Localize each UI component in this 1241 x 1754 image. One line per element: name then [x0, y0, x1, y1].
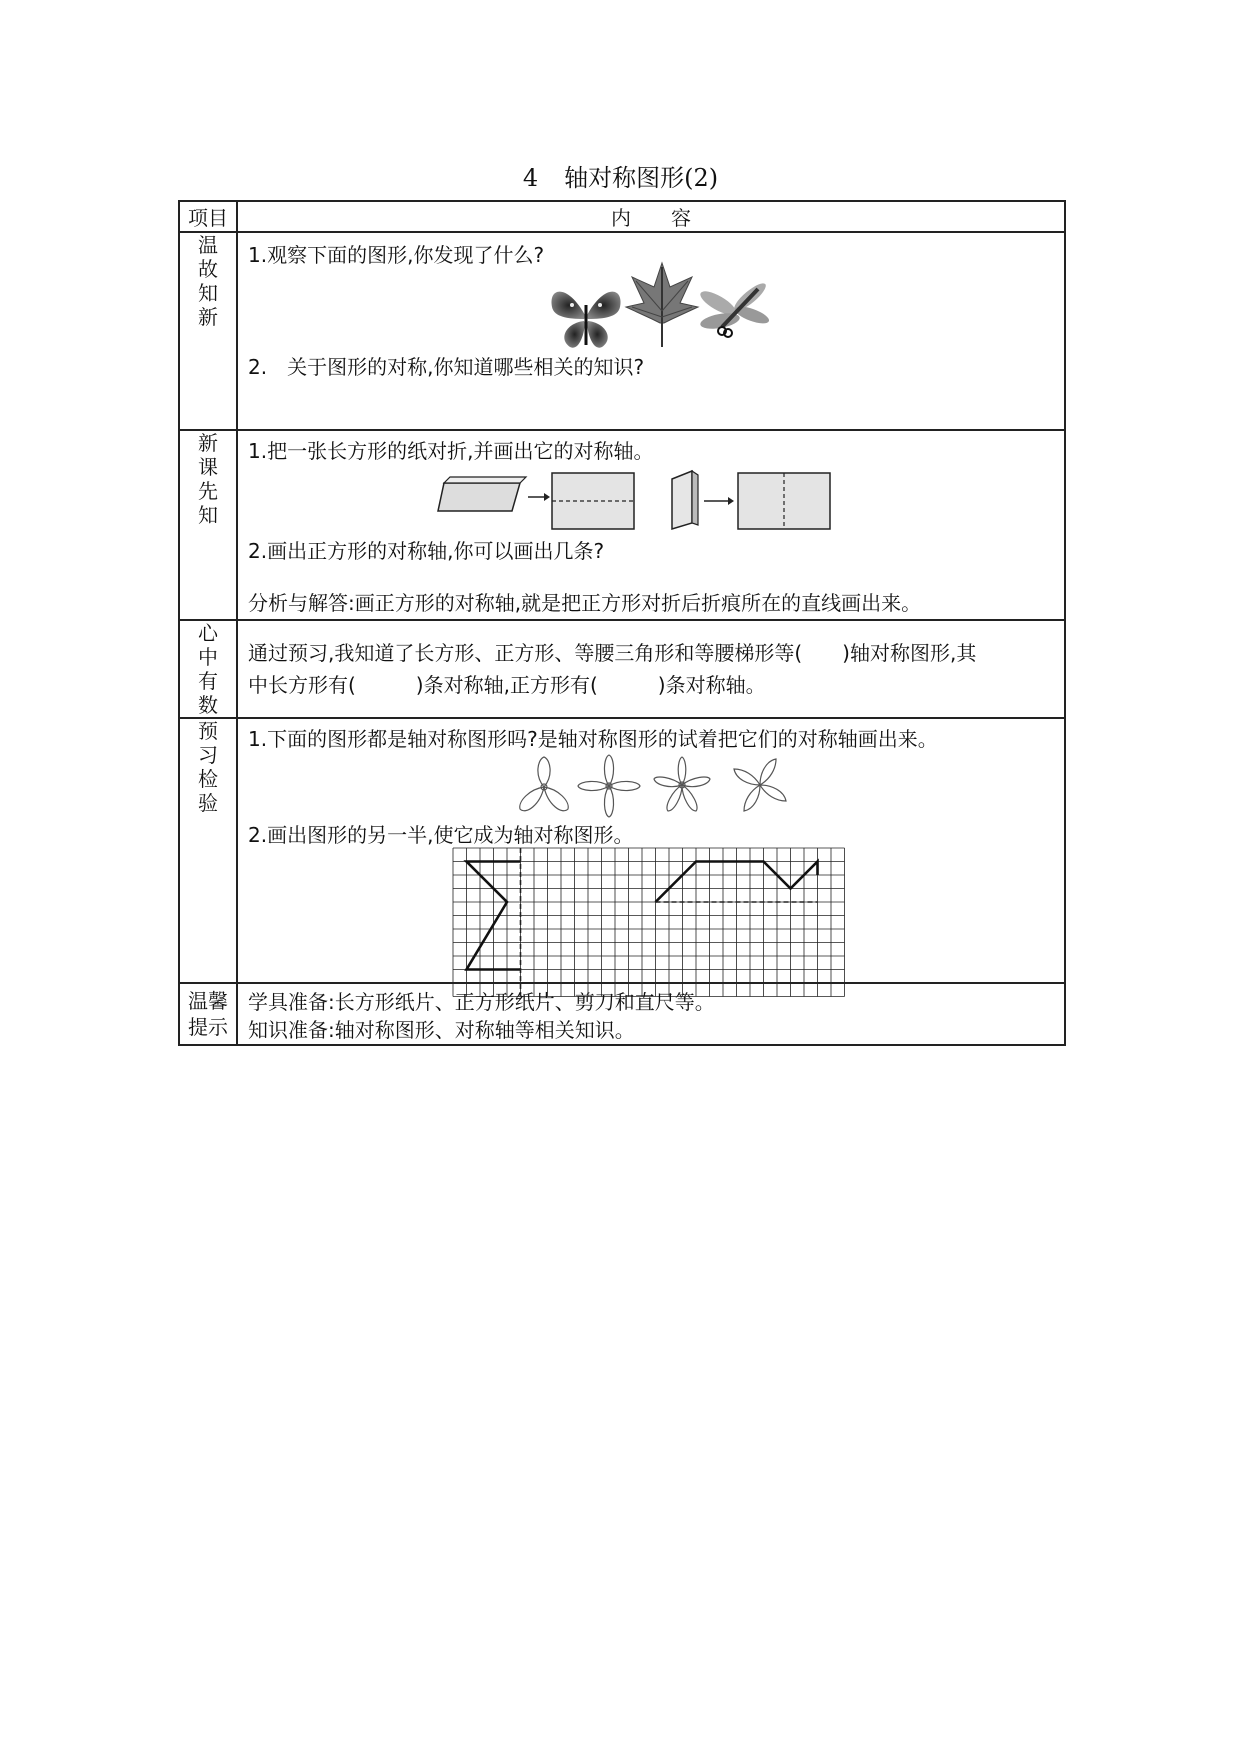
folding-diagram: [438, 471, 858, 535]
row-label: 新课先知: [198, 431, 218, 527]
butterfly-icon: [548, 283, 624, 351]
question-text: 1.下面的图形都是轴对称图形吗?是轴对称图形的试着把它们的对称轴画出来。: [248, 727, 938, 751]
row-label: 预习检验: [198, 719, 218, 815]
question-text: 2. 关于图形的对称,你知道哪些相关的知识?: [248, 355, 645, 379]
four-petal-flower-icon: [576, 753, 642, 819]
question-text: 1.把一张长方形的纸对折,并画出它的对称轴。: [248, 439, 654, 463]
table-row: [179, 718, 1065, 983]
table-header: [179, 201, 1065, 232]
question-text: 2.画出正方形的对称轴,你可以画出几条?: [248, 539, 605, 563]
header-content: 内 容: [237, 201, 1065, 232]
header-item: 项目: [179, 201, 237, 232]
leaf-icon: [626, 263, 698, 349]
pinwheel-icon: [732, 757, 788, 813]
row-label: 心中有数: [198, 621, 218, 717]
three-petal-flower-icon: [514, 757, 574, 817]
answer-text: 分析与解答:画正方形的对称轴,就是把正方形对折后折痕所在的直线画出来。: [248, 591, 922, 615]
five-petal-flower-icon: [652, 755, 712, 815]
title-number: 4: [522, 164, 539, 192]
lesson-table: [178, 200, 1066, 1046]
question-text: 2.画出图形的另一半,使它成为轴对称图形。: [248, 823, 634, 847]
tip-text: 知识准备:轴对称图形、对称轴等相关知识。: [248, 1018, 635, 1042]
table-row: [179, 232, 1065, 430]
dragonfly-icon: [698, 281, 772, 347]
fill-blank-text: 通过预习,我知道了长方形、正方形、等腰三角形和等腰梯形等( )轴对称图形,其: [248, 641, 977, 665]
fill-blank-text: 中长方形有( )条对称轴,正方形有( )条对称轴。: [248, 673, 766, 697]
table-row: [179, 620, 1065, 718]
question-text: 1.观察下面的图形,你发现了什么?: [248, 243, 545, 267]
table-row: [179, 430, 1065, 620]
title-text: 轴对称图形(2): [564, 164, 719, 192]
table-row: [179, 983, 1065, 1045]
row-label: 温故知新: [198, 233, 218, 329]
tip-text: 学具准备:长方形纸片、正方形纸片、剪刀和直尺等。: [248, 990, 715, 1014]
row-label: 温馨提示: [188, 989, 228, 1039]
drawing-grid: [452, 847, 846, 998]
page-title: [0, 158, 1241, 193]
